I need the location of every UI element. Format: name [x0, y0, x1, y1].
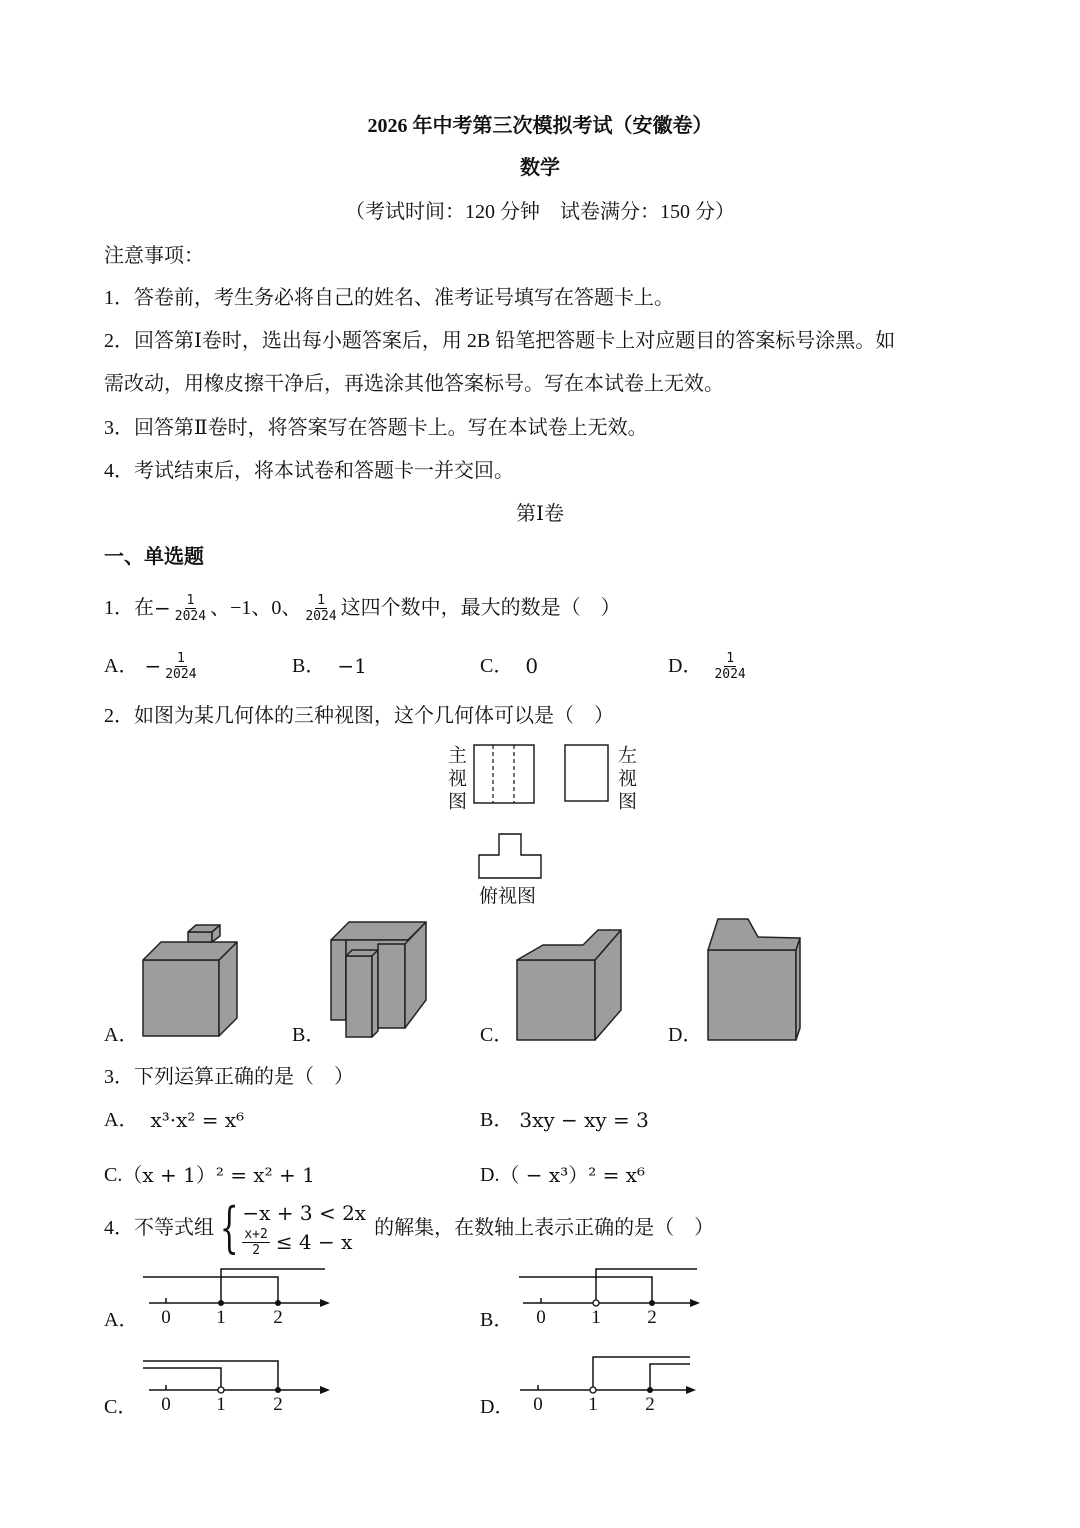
- q2-option-b-solid: [331, 922, 426, 1037]
- solid-front-face: [143, 960, 219, 1036]
- ray-right-from-2: [650, 1364, 690, 1390]
- front-view-outline: [474, 745, 534, 803]
- fraction-numerator: 1: [317, 592, 325, 608]
- hollow-dot: [218, 1387, 224, 1393]
- q1-mid: 、−1、0、: [210, 597, 302, 619]
- solid-dot: [275, 1300, 281, 1306]
- notes-heading: 注意事项：: [104, 245, 204, 267]
- question-3: 3．下列运算正确的是（ ）: [104, 1066, 354, 1088]
- q2-option-a-solid: [143, 925, 237, 1036]
- arrowhead-icon: [686, 1386, 696, 1394]
- fraction-denominator: 2024: [305, 608, 337, 624]
- solid-dot: [218, 1300, 224, 1306]
- tick-label: 0: [536, 1307, 546, 1328]
- option-expression: 3xy − xy = 3: [519, 1108, 649, 1132]
- tick-label: 0: [533, 1394, 543, 1415]
- fraction-denominator: 2024: [165, 666, 197, 682]
- top-view-outline: [479, 834, 541, 878]
- section-heading: 一、单选题: [104, 546, 204, 568]
- left-view-label: 左视图: [615, 745, 636, 814]
- q4-option-c-label: C．: [104, 1396, 138, 1418]
- q2-option-b-label: B．: [292, 1024, 326, 1046]
- exam-title: 2026 年中考第三次模拟考试（安徽卷）: [367, 115, 713, 137]
- fraction-denominator: 2024: [174, 608, 207, 624]
- subject-title: 数学: [520, 157, 560, 179]
- option-expression: （ − x³）² = x⁶: [499, 1163, 646, 1187]
- option-value: −1: [337, 654, 367, 678]
- fraction-numerator: 1: [176, 650, 185, 666]
- part-heading: 第Ⅰ卷: [516, 503, 564, 525]
- solid-front-face: [517, 960, 595, 1040]
- number-line-c: [143, 1361, 330, 1415]
- ray-right-from-1: [593, 1357, 690, 1387]
- ray-left-to-2: [143, 1361, 278, 1390]
- solid-column-1-front: [346, 956, 372, 1037]
- tick-label: 2: [273, 1307, 283, 1328]
- option-value: 0: [525, 654, 539, 678]
- tick-label: 2: [647, 1307, 657, 1328]
- solid-column-1-right: [372, 950, 378, 1037]
- q1-prefix: 1．在: [104, 597, 154, 619]
- exam-info: （考试时间：120 分钟 试卷满分：150 分）: [345, 201, 735, 223]
- fraction-numerator: 1: [726, 650, 735, 666]
- q2-option-a-label: A．: [104, 1024, 139, 1046]
- option-label: D．: [668, 655, 703, 677]
- note-item-3: 3．回答第Ⅱ卷时，将答案写在答题卡上。写在本试卷上无效。: [104, 417, 648, 439]
- number-line-d: [520, 1357, 696, 1415]
- tick-label: 2: [273, 1394, 283, 1415]
- tick-label: 0: [161, 1307, 171, 1328]
- arrowhead-icon: [690, 1299, 700, 1307]
- hollow-dot: [590, 1387, 596, 1393]
- three-views-figure: [474, 745, 608, 878]
- left-view-outline: [565, 745, 608, 801]
- q1-suffix: 这四个数中，最大的数是（ ）: [340, 597, 621, 619]
- tick-label: 1: [591, 1307, 601, 1328]
- option-label: B．: [292, 655, 326, 677]
- note-item-2-line-1: 2．回答第Ⅰ卷时，选出每小题答案后，用 2B 铅笔把答题卡上对应题目的答案标号涂黑。如: [104, 330, 896, 352]
- ray-left-to-1: [143, 1368, 221, 1387]
- q1-neg-sign: −: [154, 596, 171, 620]
- solid-dot: [649, 1300, 655, 1306]
- solid-right-face: [796, 938, 800, 1040]
- brace-icon: {: [219, 1196, 239, 1259]
- q4-prefix: 4．不等式组: [104, 1217, 214, 1239]
- top-view-label: 俯视图: [479, 886, 537, 907]
- note-item-2-line-2: 需改动，用橡皮擦干净后，再选涂其他答案标号。写在本试卷上无效。: [104, 373, 724, 395]
- inequality-line-2-rest: ≤ 4 − x: [275, 1230, 353, 1254]
- note-item-1: 1．答卷前，考生务必将自己的姓名、准考证号填写在答题卡上。: [104, 287, 674, 309]
- ray-right: [221, 1269, 325, 1303]
- solid-raised-front-face: [188, 932, 212, 942]
- tick-label: 2: [645, 1394, 655, 1415]
- tick-label: 0: [161, 1394, 171, 1415]
- option-label: D.: [480, 1164, 500, 1186]
- q2-option-c-label: C．: [480, 1024, 514, 1046]
- option-label: A．: [104, 1109, 139, 1131]
- fraction-denominator: 2024: [714, 666, 746, 682]
- solid-left-face: [331, 940, 346, 1020]
- option-sign: −: [144, 654, 162, 678]
- q2-option-d-solid: [708, 919, 800, 1040]
- q2-option-d-label: D．: [668, 1024, 703, 1046]
- question-2: 2．如图为某几何体的三种视图，这个几何体可以是（ ）: [104, 705, 614, 727]
- fraction-numerator: x+2: [244, 1226, 268, 1242]
- option-expression: （x + 1）² = x² + 1: [122, 1163, 315, 1187]
- option-label: B．: [480, 1109, 514, 1131]
- ray-left: [519, 1277, 652, 1303]
- solid-dot: [647, 1387, 653, 1393]
- solid-top-face: [708, 919, 800, 950]
- ray-right: [596, 1269, 697, 1300]
- inequality-line-1: −x + 3 < 2x: [242, 1200, 367, 1225]
- option-expression: x³·x² = x⁶: [150, 1108, 245, 1132]
- q4-option-d-label: D．: [480, 1396, 515, 1418]
- q4-option-b-label: B．: [480, 1309, 514, 1331]
- q2-option-c-solid: [517, 930, 621, 1040]
- tick-label: 1: [588, 1394, 598, 1415]
- number-line-b: [519, 1269, 700, 1328]
- note-item-4: 4．考试结束后，将本试卷和答题卡一并交回。: [104, 460, 514, 482]
- q4-suffix: 的解集，在数轴上表示正确的是（ ）: [374, 1217, 715, 1239]
- ray-left: [143, 1277, 278, 1303]
- fraction-numerator: 1: [186, 592, 195, 608]
- option-label: A．: [104, 655, 139, 677]
- tick-label: 1: [216, 1307, 226, 1328]
- hollow-dot: [593, 1300, 599, 1306]
- front-view-label: 主视图: [445, 745, 466, 814]
- q4-option-a-label: A．: [104, 1309, 139, 1331]
- arrowhead-icon: [320, 1386, 330, 1394]
- option-label: C.: [104, 1164, 123, 1186]
- solid-front-face: [708, 950, 796, 1040]
- number-line-a: [143, 1269, 330, 1328]
- solid-dot: [275, 1387, 281, 1393]
- option-label: C．: [480, 655, 514, 677]
- solid-column-2-front: [378, 944, 405, 1028]
- tick-label: 1: [216, 1394, 226, 1415]
- arrowhead-icon: [320, 1299, 330, 1307]
- fraction-denominator: 2: [252, 1242, 261, 1258]
